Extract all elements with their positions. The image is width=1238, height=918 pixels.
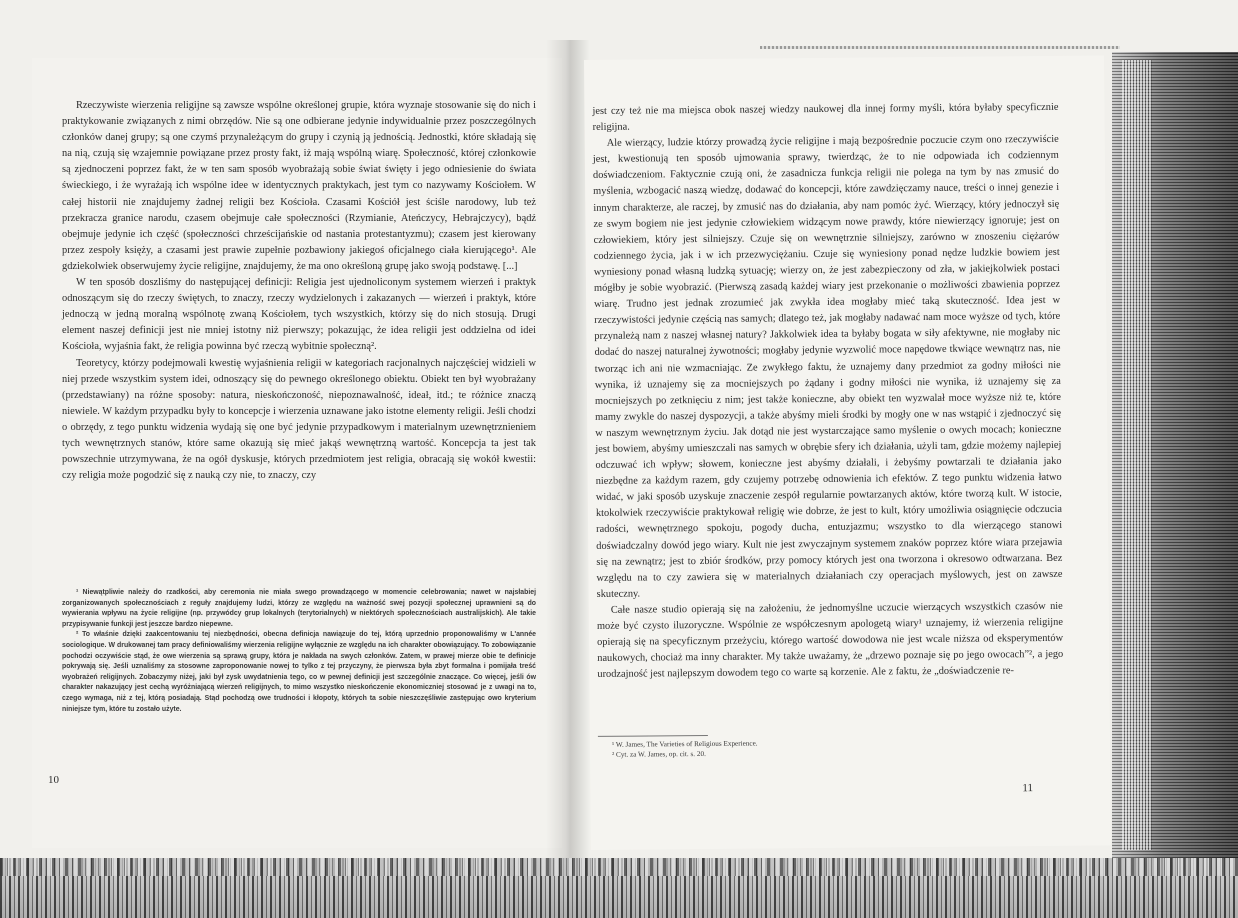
left-paragraph-2: W ten sposób doszliśmy do następującej definicji: Religia jest ujednoliconym systemem wierzeń i praktyk odnoszącym się do rzeczy świętych, to znaczy, rzeczy wydzielonych i zakazanych — wierzeń i praktyk, które jednoczą w jedną moralną wspólnotę zwaną Kościołem, tych wszystkich, którzy się do nich stosują. Drugi element naszej definicji jest nie mniej istotny niż pierwszy; pokazując, że idea religii jest oddzielna od idei Kościoła, wyjaśnia fakt, że religia powinna być rzeczą wybitnie społeczną².: [62, 277, 536, 353]
scanner-edge-stripes: [1122, 60, 1152, 850]
left-footnote-1: ¹ Niewątpliwie należy do rzadkości, aby ceremonia nie miała swego prowadzącego w momencie celebrowania; nawet w najsłabiej zorganizowanych społecznościach z reguły znajdujemy ludzi, którzy ze względu na ważność swej pozycji społecznej uprawnieni są do wywierania wpływu na życie religijne (np. przywódcy grup lokalnych (terytorialnych) w niektórych społecznościach australijskich). Ale takie przypisywanie funkcji jest jeszcze bardzo niepewne.: [62, 589, 536, 628]
scanner-edge-bottom-band: [0, 858, 1238, 876]
right-footnotes: [598, 732, 1064, 760]
right-footnote-2: ² Cyt. za W. James, op. cit. s. 20.: [612, 749, 706, 759]
footnote-rule: [598, 735, 708, 737]
left-footnotes: [62, 588, 536, 715]
left-paragraph-1: Rzeczywiste wierzenia religijne są zawsze wspólne określonej grupie, która wyznaje stosowanie się do nich i praktykowanie związanych z nimi obrzędów. Nie są one odbierane jedynie indywidualnie przez poszczególnych członków danej grupy; są one czymś przynależącym do grupy i czynią ją jednością. Jednostki, które składają się na nią, czują się wzajemnie powiązane przez prosty fakt, iż mają wspólną wiarę. Społeczność, której członkowie są zjednoczeni poprzez fakt, że w ten sam sposób wyobrażają sobie świat święty i jego odniesienie do świata świeckiego, i że wyrażają ich wspólne idee w identycznych praktykach, jest tym co nazywamy Kościołem. W całej historii nie znajdujemy żadnej religii bez Kościoła. Czasami Kościół jest ściśle narodowy, lub też przekracza granice narodu, czasem obejmuje całe społeczności (Rzymianie, Ateńczycy, Hebrajczycy), bądź obejmuje jedynie ich część (społeczności chrześcijańskie od nastania protestantyzmu); czasem jest kierowany przez zespoły księży, a czasami jest prawie zupełnie pozbawiony jakiegoś oficjalnego ciała kierującego¹. Ale gdziekolwiek obserwujemy życie religijne, znajdujemy, że ma ono określoną grupę jako swoją podstawę. [...]: [62, 100, 536, 272]
right-page-body: [592, 100, 1063, 683]
right-footnote-1: ¹ W. James, The Varieties of Religious Experience.: [611, 739, 758, 749]
page-number-right: 11: [1022, 782, 1034, 795]
page-edge-top: [760, 46, 1120, 49]
right-paragraph-1: jest czy też nie ma miejsca obok naszej wiedzy naukowej dla innej formy myśli, która byłaby specyficznie religijna.: [592, 101, 1059, 134]
left-paragraph-3: Teoretycy, którzy podejmowali kwestię wyjaśnienia religii w kategoriach racjonalnych najczęściej widzieli w niej przede wszystkim system idei, odnoszący się do pewnego określonego obiektu. Obiekt ten był wyobrażany (przedstawiany) na różne sposoby: natura, nieskończoność, niepoznawalność, ideał, itd.; te różnice znaczą niewiele. W każdym przypadku były to koncepcje i wierzenia uznawane jako istotne elementy religii. Jeśli chodzi o obrzędy, z tego punktu widzenia wydają się one być jedynie przypadkowym i materialnym uzewnętrznieniem tych wewnętrznych stanów, które same okazują się mieć jakąś wewnętrzną wartość. Koncepcja ta jest tak powszechnie utrzymywana, że na ogół dyskusje, których przedmiotem jest religia, obracają się wokół kwestii: czy religia może pogodzić się z nauką czy nie, to znaczy, czy: [62, 357, 536, 482]
right-page: [584, 55, 1111, 850]
left-page-body: [62, 98, 536, 484]
left-footnote-2: ² To właśnie dzięki zaakcentowaniu tej niezbędności, obecna definicja nawiązuje do tej, którą uprzednio proponowaliśmy w L'année sociologique. W drukowanej tam pracy definiowaliśmy wierzenia religijne wyłącznie ze względu na ich charakter obowiązujący. To zobowiązanie pochodzi oczywiście stąd, że owe wierzenia są sprawą grupy, która je nakłada na swych członków. Zatem, w prawej mierze obie te definicje pokrywają się. Jeśli uznaliśmy za stosowne zaproponowanie nowej to tylko z tej przyczyny, że pierwsza była zbyt formalna i pomijała treść wyobrażeń religijnych. Zobaczymy niżej, jaki był zysk uwydatnienia tego, co w pewnej definicji jest szczególnie znaczące. Co więcej, jeśli ów charakter nakazujący jest cechą wyróżniającą wierzeń religijnych, to mimo wszystko nieskończenie ekonomiczniej stosować je z uwagi na to, czego wymaga, niż z tej, którą posiadają. Stąd pochodzą owe trudności i kłopoty, których ta sobie nieszczęśliwie zastępując owo kryterium niniejsze tym, które tu zostało użyte.: [62, 631, 536, 713]
left-page: [32, 58, 562, 848]
right-paragraph-3: Całe nasze studio opierają się na założeniu, że jednomyślne uczucie wierzących wszystkich czasów nie może być czysto iluzoryczne. Wspólnie ze współczesnym apologetą wiary¹ uznajemy, iż wierzenia religijne opierają się na specyficznym przeżyciu, którego wartość dowodowa nie jest wcale niższa od eksperymentów naukowych, chociaż ma inny charakter. My także uważamy, że „drzewo poznaje się po jego owocach”², a jego urodzajność jest najlepszym dowodem tego co warte są korzenie. Ale z faktu, że „doświadczenie re-: [596, 600, 1064, 681]
right-paragraph-2: Ale wierzący, ludzie którzy prowadzą życie religijne i mają bezpośrednie poczucie czym ono rzeczywiście jest, kwestionują ten sposób ujmowania sprawy, twierdząc, że to nie odpowiada ich codziennym doświadczeniom. Faktycznie czują oni, że zasadnicza funkcja religii nie polega na tym by nas zmusić do myślenia, wzbogacić naszą wiedzę, dodawać do koncepcji, które zawdzięczamy nauce, treści o innej genezie i innym charakterze, ale raczej, by zmusić nas do działania, aby nam pomóc żyć. Wierzący, który jednoczył się ze swym bogiem nie jest jedynie człowiekiem widzącym nowe prawdy, które niewierzący ignoruje; jest on człowiekiem, który jest silniejszy. Czuje się on wewnętrznie silniejszy, zarówno w znoszeniu ciężarów codziennego życia, jak i w ich przezwyciężaniu. Czuje się wyniesiony ponad nędze ludzkie bowiem jest wyniesiony ponad własną ludzką sytuację; wierzy on, że jest zabezpieczony od zła, w jakiejkolwiek postaci mógłby je sobie wyobrazić. (Pierwszą zasadą każdej wiary jest przekonanie o możliwości zbawienia poprzez wiarę. Trudno jest jednak zrozumieć jak zwykła idea mogłaby mieć taką skuteczność. Idea jest w rzeczywistości jedynie częścią nas samych; dlatego też, jak mogłaby nadawać nam moce wyższe od tych, które przynależą nam z naszej własnej natury? Jakkolwiek idea ta byłaby bogata w siły afektywne, nie mogłaby nic dodać do naszej naturalnej żywotności; mogłaby jedynie wyzwolić moce napędowe tkwiące wewnątrz nas, nie tworząc ich ani nie wzmacniając. Ze zwykłego faktu, że uznajemy dany przedmiot za godny miłości nie wynika, iż uznajemy się za mocniejszych po żądany i godny miłości nie wynika, iż uznajemy się za mocniejszych po zetknięciu z nim; jest także konieczne, aby obiekt ten wyzwalał moce wyższe niż te, które mamy zwykle do naszej dyspozycji, a także abyśmy mieli środki by mogły one w nas wstąpić i zjednoczyć się w naszym wewnętrznym życiu. Jak dotąd nie jest wystarczające samo myślenie o owych mocach; konieczne jest bowiem, abyśmy umieszczali nas samych w obrębie sfery ich działania, użyli tam, gdzie możemy najlepiej odczuwać ich wpływ; słowem, konieczne jest abyśmy działali, i żebyśmy powtarzali te działania jako niezbędne za każdym razem, gdy czujemy potrzebę odnowienia ich efektów. Z tego punktu widzenia łatwo widać, w jaki sposób uzyskuje znaczenie zespół regularnie powtarzanych aktów, które tworzą kult. W istocie, ktokolwiek rzeczywiście praktykował religię wie dobrze, że jest to kult, który umożliwia osiągnięcie odczucia radości, wewnętrznego spokoju, pogody ducha, entuzjazmu; wszystko to dla wierzącego stanowi doświadczalny dowód jego wiary. Kult nie jest zwyczajnym systemem znaków poprzez które wiara przejawia się na zewnątrz; jest to zbiór środków, przy pomocy których jest ona tworzona i okresowo odtwarzana. Bez względu na to czy zawiera się w materialnych działaniach czy operacjach myślowych, jest on zawsze skuteczny.: [592, 134, 1063, 600]
book-spine-shadow: [546, 40, 590, 860]
page-number-left: 10: [48, 774, 59, 786]
